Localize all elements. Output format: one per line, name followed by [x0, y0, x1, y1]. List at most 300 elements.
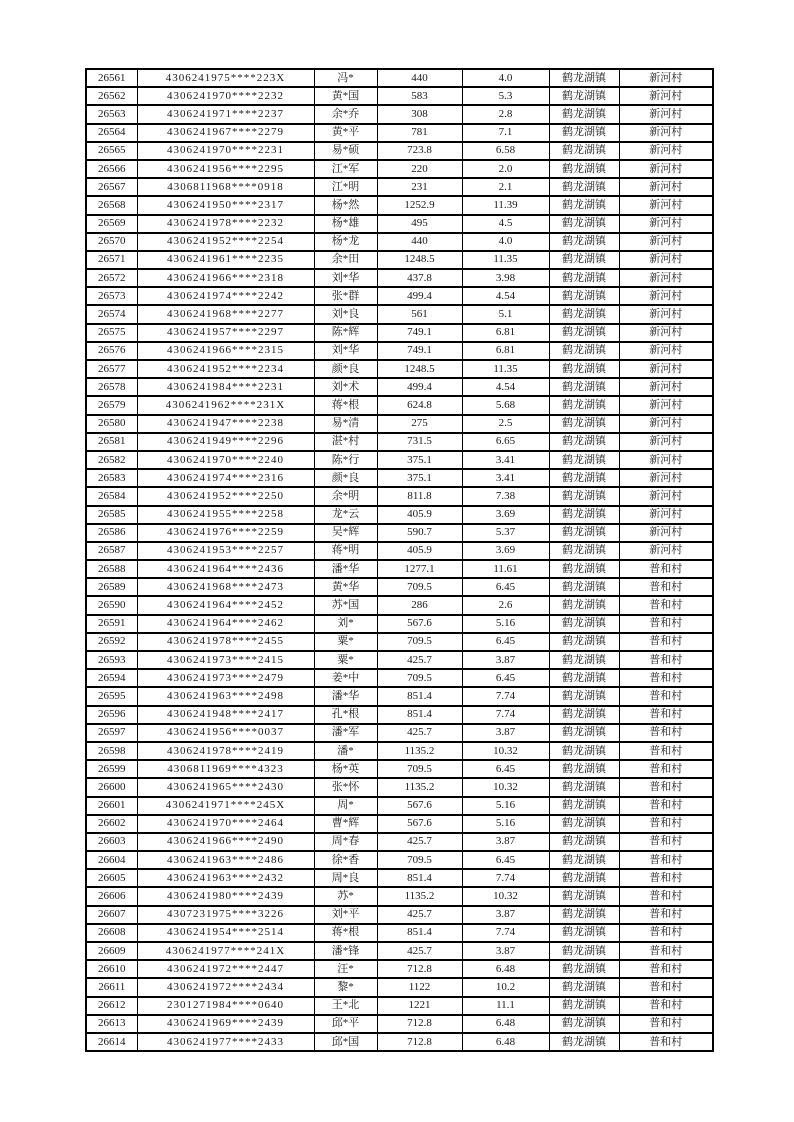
cell-village: 新河村 — [619, 105, 713, 123]
table-row — [86, 378, 713, 396]
cell-seq: 26582 — [86, 451, 137, 469]
cell-town: 鹤龙湖镇 — [549, 997, 619, 1015]
cell-seq: 26594 — [86, 669, 137, 687]
cell-area: 7.74 — [462, 924, 549, 942]
cell-town: 鹤龙湖镇 — [549, 215, 619, 233]
cell-seq: 26578 — [86, 378, 137, 396]
table-row — [86, 105, 713, 123]
cell-id-number: 4306241966****2490 — [137, 833, 314, 851]
cell-seq: 26610 — [86, 960, 137, 978]
cell-seq: 26596 — [86, 706, 137, 724]
table-row — [86, 851, 713, 869]
cell-area: 11.61 — [462, 560, 549, 578]
cell-town: 鹤龙湖镇 — [549, 706, 619, 724]
cell-id-number: 4306241964****2452 — [137, 596, 314, 614]
cell-village: 普和村 — [619, 706, 713, 724]
cell-village: 新河村 — [619, 178, 713, 196]
cell-id-number: 4306241961****2235 — [137, 251, 314, 269]
cell-amount: 749.1 — [377, 324, 462, 342]
cell-name: 蒋*根 — [314, 396, 377, 414]
cell-name: 陈*辉 — [314, 324, 377, 342]
table-row — [86, 178, 713, 196]
cell-town: 鹤龙湖镇 — [549, 178, 619, 196]
cell-name: 刘*华 — [314, 269, 377, 287]
cell-name: 粟* — [314, 651, 377, 669]
cell-name: 张*怀 — [314, 778, 377, 796]
cell-id-number: 4306241948****2417 — [137, 706, 314, 724]
table-row — [86, 396, 713, 414]
cell-town: 鹤龙湖镇 — [549, 87, 619, 105]
cell-amount: 749.1 — [377, 342, 462, 360]
cell-name: 邱*国 — [314, 1033, 377, 1051]
cell-id-number: 4306241973****2479 — [137, 669, 314, 687]
cell-town: 鹤龙湖镇 — [549, 924, 619, 942]
cell-area: 3.87 — [462, 906, 549, 924]
table-row — [86, 124, 713, 142]
cell-name: 周*春 — [314, 833, 377, 851]
cell-amount: 1135.2 — [377, 742, 462, 760]
cell-area: 6.45 — [462, 851, 549, 869]
cell-id-number: 4306241972****2447 — [137, 960, 314, 978]
table-row — [86, 142, 713, 160]
cell-town: 鹤龙湖镇 — [549, 978, 619, 996]
cell-village: 普和村 — [619, 869, 713, 887]
cell-name: 杨*雄 — [314, 215, 377, 233]
cell-amount: 1248.5 — [377, 251, 462, 269]
table-row — [86, 833, 713, 851]
cell-seq: 26601 — [86, 797, 137, 815]
cell-name: 曹*辉 — [314, 815, 377, 833]
cell-amount: 1135.2 — [377, 778, 462, 796]
cell-village: 普和村 — [619, 1015, 713, 1033]
table-row — [86, 305, 713, 323]
cell-amount: 499.4 — [377, 287, 462, 305]
cell-village: 新河村 — [619, 69, 713, 87]
cell-area: 6.81 — [462, 324, 549, 342]
cell-name: 杨*英 — [314, 760, 377, 778]
cell-amount: 709.5 — [377, 633, 462, 651]
cell-area: 10.2 — [462, 978, 549, 996]
cell-id-number: 4306241969****2439 — [137, 1015, 314, 1033]
cell-id-number: 4306241978****2232 — [137, 215, 314, 233]
cell-id-number: 4306241952****2250 — [137, 487, 314, 505]
cell-seq: 26587 — [86, 542, 137, 560]
cell-town: 鹤龙湖镇 — [549, 342, 619, 360]
cell-town: 鹤龙湖镇 — [549, 887, 619, 905]
cell-seq: 26577 — [86, 360, 137, 378]
cell-id-number: 4306241947****2238 — [137, 415, 314, 433]
cell-area: 11.39 — [462, 196, 549, 214]
cell-seq: 26561 — [86, 69, 137, 87]
cell-name: 王*北 — [314, 997, 377, 1015]
cell-village: 普和村 — [619, 924, 713, 942]
cell-name: 孔*根 — [314, 706, 377, 724]
cell-seq: 26583 — [86, 469, 137, 487]
cell-amount: 723.8 — [377, 142, 462, 160]
cell-name: 刘*术 — [314, 378, 377, 396]
cell-seq: 26574 — [86, 305, 137, 323]
cell-area: 7.74 — [462, 687, 549, 705]
cell-id-number: 4306241970****2240 — [137, 451, 314, 469]
table-row — [86, 669, 713, 687]
cell-town: 鹤龙湖镇 — [549, 69, 619, 87]
cell-town: 鹤龙湖镇 — [549, 415, 619, 433]
cell-name: 苏*国 — [314, 596, 377, 614]
cell-amount: 405.9 — [377, 542, 462, 560]
cell-amount: 425.7 — [377, 651, 462, 669]
cell-village: 普和村 — [619, 651, 713, 669]
cell-amount: 1122 — [377, 978, 462, 996]
cell-seq: 26562 — [86, 87, 137, 105]
cell-name: 吴*辉 — [314, 524, 377, 542]
cell-area: 3.98 — [462, 269, 549, 287]
cell-area: 3.87 — [462, 651, 549, 669]
cell-amount: 495 — [377, 215, 462, 233]
cell-area: 5.16 — [462, 797, 549, 815]
table-row — [86, 1033, 713, 1051]
cell-id-number: 4306241952****2234 — [137, 360, 314, 378]
cell-amount: 709.5 — [377, 669, 462, 687]
cell-amount: 851.4 — [377, 706, 462, 724]
table-row — [86, 160, 713, 178]
cell-town: 鹤龙湖镇 — [549, 542, 619, 560]
cell-area: 6.65 — [462, 433, 549, 451]
table-row — [86, 633, 713, 651]
table-row — [86, 542, 713, 560]
cell-id-number: 4306241968****2277 — [137, 305, 314, 323]
cell-village: 新河村 — [619, 396, 713, 414]
cell-name: 刘* — [314, 615, 377, 633]
cell-amount: 1248.5 — [377, 360, 462, 378]
cell-town: 鹤龙湖镇 — [549, 651, 619, 669]
cell-id-number: 4306241957****2297 — [137, 324, 314, 342]
table-row — [86, 760, 713, 778]
cell-name: 余*田 — [314, 251, 377, 269]
cell-id-number: 4306241970****2464 — [137, 815, 314, 833]
cell-name: 潘*华 — [314, 560, 377, 578]
table-row — [86, 87, 713, 105]
cell-area: 4.0 — [462, 233, 549, 251]
cell-seq: 26607 — [86, 906, 137, 924]
cell-village: 普和村 — [619, 760, 713, 778]
cell-village: 普和村 — [619, 778, 713, 796]
cell-id-number: 4306241972****2434 — [137, 978, 314, 996]
cell-area: 6.58 — [462, 142, 549, 160]
cell-village: 新河村 — [619, 451, 713, 469]
cell-name: 刘*平 — [314, 906, 377, 924]
cell-town: 鹤龙湖镇 — [549, 578, 619, 596]
cell-amount: 583 — [377, 87, 462, 105]
cell-id-number: 4306241964****2436 — [137, 560, 314, 578]
cell-seq: 26606 — [86, 887, 137, 905]
cell-seq: 26602 — [86, 815, 137, 833]
table-row — [86, 924, 713, 942]
cell-seq: 26580 — [86, 415, 137, 433]
cell-name: 杨*龙 — [314, 233, 377, 251]
table-row — [86, 887, 713, 905]
cell-area: 5.16 — [462, 615, 549, 633]
cell-name: 龙*云 — [314, 506, 377, 524]
cell-town: 鹤龙湖镇 — [549, 778, 619, 796]
cell-town: 鹤龙湖镇 — [549, 396, 619, 414]
cell-village: 新河村 — [619, 415, 713, 433]
cell-amount: 1221 — [377, 997, 462, 1015]
cell-seq: 26595 — [86, 687, 137, 705]
cell-village: 普和村 — [619, 942, 713, 960]
cell-seq: 26605 — [86, 869, 137, 887]
table-row — [86, 706, 713, 724]
cell-seq: 26569 — [86, 215, 137, 233]
table-row — [86, 469, 713, 487]
cell-name: 姜*中 — [314, 669, 377, 687]
cell-amount: 561 — [377, 305, 462, 323]
cell-town: 鹤龙湖镇 — [549, 269, 619, 287]
cell-seq: 26570 — [86, 233, 137, 251]
cell-village: 普和村 — [619, 887, 713, 905]
cell-village: 新河村 — [619, 542, 713, 560]
cell-id-number: 4306241977****241X — [137, 942, 314, 960]
cell-amount: 731.5 — [377, 433, 462, 451]
cell-id-number: 4306241962****231X — [137, 396, 314, 414]
cell-amount: 425.7 — [377, 833, 462, 851]
cell-seq: 26573 — [86, 287, 137, 305]
cell-seq: 26586 — [86, 524, 137, 542]
cell-id-number: 4306241971****245X — [137, 797, 314, 815]
cell-town: 鹤龙湖镇 — [549, 687, 619, 705]
cell-area: 4.54 — [462, 378, 549, 396]
cell-id-number: 4306241963****2498 — [137, 687, 314, 705]
cell-area: 10.32 — [462, 742, 549, 760]
cell-area: 2.5 — [462, 415, 549, 433]
cell-seq: 26592 — [86, 633, 137, 651]
table-row — [86, 997, 713, 1015]
cell-id-number: 4306241967****2279 — [137, 124, 314, 142]
cell-area: 11.35 — [462, 360, 549, 378]
cell-seq: 26585 — [86, 506, 137, 524]
cell-name: 余*明 — [314, 487, 377, 505]
cell-town: 鹤龙湖镇 — [549, 869, 619, 887]
table-row — [86, 215, 713, 233]
table-row — [86, 651, 713, 669]
cell-area: 4.54 — [462, 287, 549, 305]
cell-seq: 26581 — [86, 433, 137, 451]
cell-name: 黄*华 — [314, 578, 377, 596]
cell-amount: 624.8 — [377, 396, 462, 414]
cell-id-number: 4306241970****2232 — [137, 87, 314, 105]
cell-town: 鹤龙湖镇 — [549, 815, 619, 833]
cell-id-number: 4306241974****2242 — [137, 287, 314, 305]
cell-seq: 26572 — [86, 269, 137, 287]
cell-amount: 567.6 — [377, 615, 462, 633]
cell-id-number: 4307231975****3226 — [137, 906, 314, 924]
cell-village: 新河村 — [619, 506, 713, 524]
cell-name: 蒋*明 — [314, 542, 377, 560]
cell-id-number: 4306241949****2296 — [137, 433, 314, 451]
cell-id-number: 4306241956****0037 — [137, 724, 314, 742]
table-row — [86, 596, 713, 614]
cell-amount: 709.5 — [377, 578, 462, 596]
cell-seq: 26593 — [86, 651, 137, 669]
beneficiary-table — [85, 68, 714, 1052]
cell-name: 潘*华 — [314, 687, 377, 705]
table-row — [86, 360, 713, 378]
cell-amount: 709.5 — [377, 851, 462, 869]
cell-amount: 425.7 — [377, 906, 462, 924]
cell-village: 新河村 — [619, 433, 713, 451]
table-row — [86, 233, 713, 251]
cell-town: 鹤龙湖镇 — [549, 942, 619, 960]
cell-town: 鹤龙湖镇 — [549, 633, 619, 651]
cell-village: 普和村 — [619, 906, 713, 924]
cell-amount: 437.8 — [377, 269, 462, 287]
cell-seq: 26614 — [86, 1033, 137, 1051]
cell-area: 6.45 — [462, 578, 549, 596]
cell-town: 鹤龙湖镇 — [549, 124, 619, 142]
cell-town: 鹤龙湖镇 — [549, 287, 619, 305]
cell-amount: 220 — [377, 160, 462, 178]
cell-area: 6.48 — [462, 960, 549, 978]
cell-town: 鹤龙湖镇 — [549, 960, 619, 978]
cell-area: 7.1 — [462, 124, 549, 142]
cell-seq: 26599 — [86, 760, 137, 778]
cell-area: 3.41 — [462, 451, 549, 469]
cell-name: 周*良 — [314, 869, 377, 887]
cell-village: 新河村 — [619, 524, 713, 542]
cell-village: 新河村 — [619, 87, 713, 105]
cell-name: 杨*然 — [314, 196, 377, 214]
cell-village: 新河村 — [619, 305, 713, 323]
cell-amount: 851.4 — [377, 687, 462, 705]
cell-village: 普和村 — [619, 797, 713, 815]
cell-seq: 26612 — [86, 997, 137, 1015]
cell-area: 7.74 — [462, 869, 549, 887]
cell-name: 苏* — [314, 887, 377, 905]
cell-id-number: 4306241973****2415 — [137, 651, 314, 669]
cell-name: 颜*良 — [314, 469, 377, 487]
cell-village: 普和村 — [619, 978, 713, 996]
cell-town: 鹤龙湖镇 — [549, 760, 619, 778]
cell-amount: 425.7 — [377, 724, 462, 742]
cell-area: 3.69 — [462, 542, 549, 560]
table-row — [86, 506, 713, 524]
cell-village: 新河村 — [619, 287, 713, 305]
cell-town: 鹤龙湖镇 — [549, 487, 619, 505]
cell-seq: 26589 — [86, 578, 137, 596]
cell-town: 鹤龙湖镇 — [549, 196, 619, 214]
table-row — [86, 196, 713, 214]
cell-village: 新河村 — [619, 469, 713, 487]
cell-town: 鹤龙湖镇 — [549, 615, 619, 633]
cell-name: 湛*村 — [314, 433, 377, 451]
cell-village: 普和村 — [619, 960, 713, 978]
cell-seq: 26575 — [86, 324, 137, 342]
cell-id-number: 4306241956****2295 — [137, 160, 314, 178]
cell-village: 新河村 — [619, 160, 713, 178]
cell-area: 10.32 — [462, 887, 549, 905]
cell-id-number: 4306241978****2455 — [137, 633, 314, 651]
cell-name: 易*清 — [314, 415, 377, 433]
cell-town: 鹤龙湖镇 — [549, 596, 619, 614]
table-row — [86, 560, 713, 578]
cell-seq: 26571 — [86, 251, 137, 269]
cell-amount: 811.8 — [377, 487, 462, 505]
cell-area: 6.45 — [462, 760, 549, 778]
cell-amount: 1252.9 — [377, 196, 462, 214]
cell-seq: 26567 — [86, 178, 137, 196]
cell-seq: 26579 — [86, 396, 137, 414]
cell-name: 汪* — [314, 960, 377, 978]
table-row — [86, 433, 713, 451]
cell-name: 江*明 — [314, 178, 377, 196]
cell-area: 5.37 — [462, 524, 549, 542]
cell-name: 江*军 — [314, 160, 377, 178]
cell-amount: 1135.2 — [377, 887, 462, 905]
cell-area: 5.1 — [462, 305, 549, 323]
cell-village: 新河村 — [619, 342, 713, 360]
cell-id-number: 4306241978****2419 — [137, 742, 314, 760]
cell-seq: 26584 — [86, 487, 137, 505]
cell-seq: 26588 — [86, 560, 137, 578]
cell-id-number: 4306811968****0918 — [137, 178, 314, 196]
cell-amount: 440 — [377, 233, 462, 251]
cell-seq: 26564 — [86, 124, 137, 142]
cell-town: 鹤龙湖镇 — [549, 378, 619, 396]
cell-town: 鹤龙湖镇 — [549, 433, 619, 451]
cell-id-number: 4306241963****2486 — [137, 851, 314, 869]
table-row — [86, 815, 713, 833]
cell-id-number: 4306241954****2514 — [137, 924, 314, 942]
table-row — [86, 415, 713, 433]
cell-id-number: 4306241965****2430 — [137, 778, 314, 796]
cell-amount: 286 — [377, 596, 462, 614]
table-row — [86, 687, 713, 705]
cell-area: 3.41 — [462, 469, 549, 487]
cell-area: 10.32 — [462, 778, 549, 796]
cell-name: 黄*国 — [314, 87, 377, 105]
cell-area: 6.48 — [462, 1015, 549, 1033]
cell-amount: 851.4 — [377, 869, 462, 887]
cell-area: 2.0 — [462, 160, 549, 178]
cell-amount: 781 — [377, 124, 462, 142]
cell-town: 鹤龙湖镇 — [549, 251, 619, 269]
table-row — [86, 324, 713, 342]
cell-amount: 709.5 — [377, 760, 462, 778]
table-row — [86, 742, 713, 760]
cell-name: 粟* — [314, 633, 377, 651]
cell-seq: 26576 — [86, 342, 137, 360]
cell-area: 11.1 — [462, 997, 549, 1015]
cell-id-number: 4306241974****2316 — [137, 469, 314, 487]
cell-area: 6.48 — [462, 1033, 549, 1051]
cell-village: 普和村 — [619, 724, 713, 742]
cell-seq: 26568 — [86, 196, 137, 214]
cell-id-number: 4306241971****2237 — [137, 105, 314, 123]
cell-amount: 425.7 — [377, 942, 462, 960]
cell-name: 余*乔 — [314, 105, 377, 123]
cell-area: 6.45 — [462, 669, 549, 687]
cell-village: 普和村 — [619, 833, 713, 851]
cell-village: 新河村 — [619, 142, 713, 160]
cell-area: 11.35 — [462, 251, 549, 269]
cell-village: 普和村 — [619, 851, 713, 869]
cell-id-number: 2301271984****0640 — [137, 997, 314, 1015]
table-row — [86, 960, 713, 978]
cell-amount: 375.1 — [377, 451, 462, 469]
cell-amount: 231 — [377, 178, 462, 196]
table-row — [86, 342, 713, 360]
cell-village: 新河村 — [619, 487, 713, 505]
table-row — [86, 869, 713, 887]
